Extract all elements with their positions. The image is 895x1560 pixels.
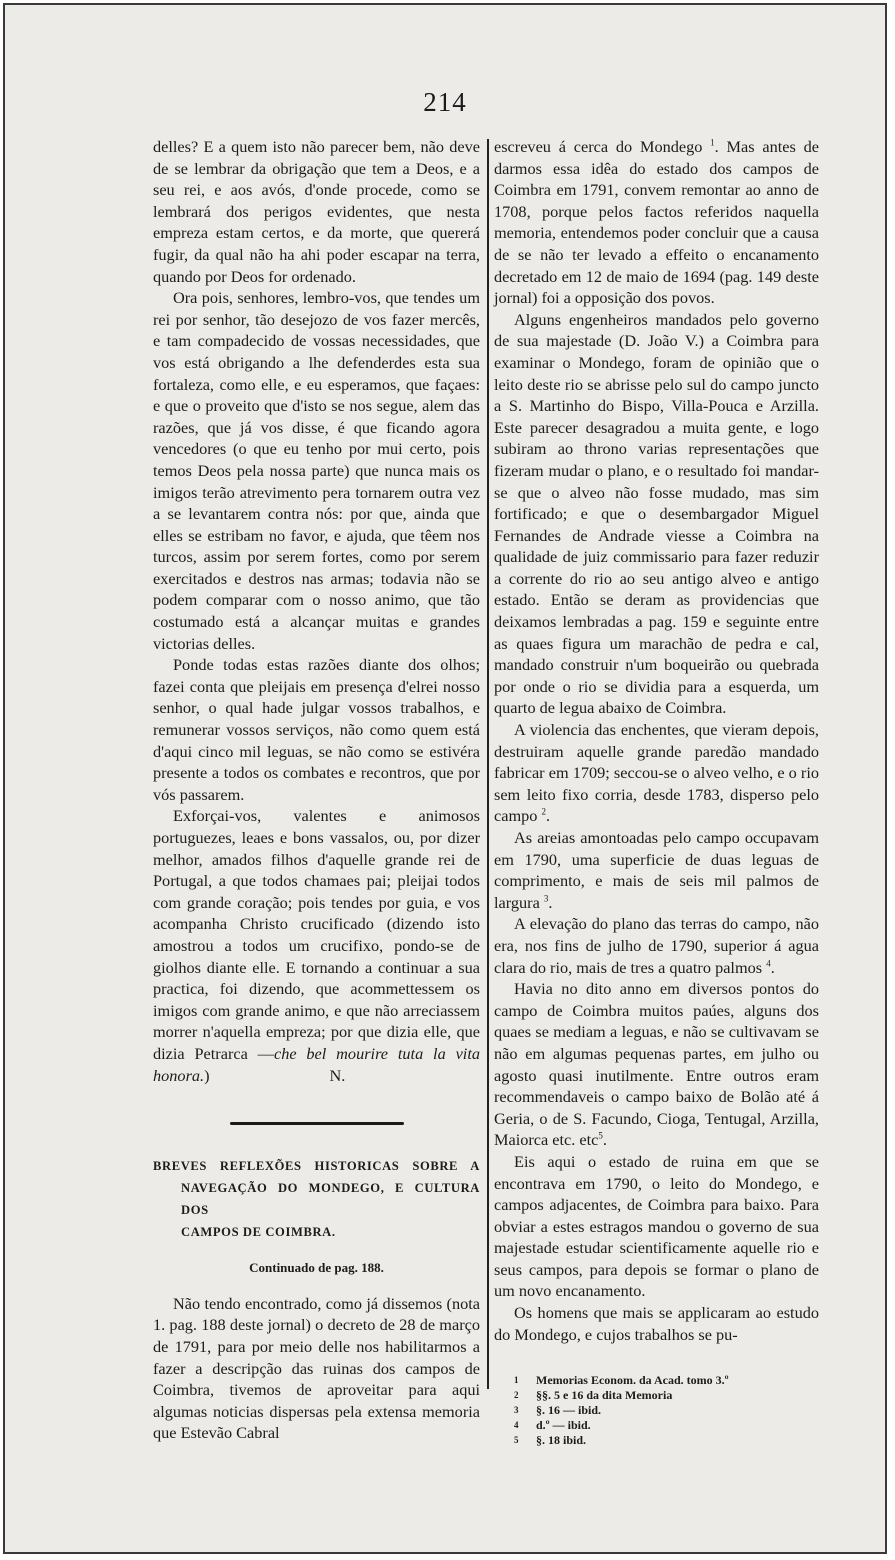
page-number: 214 [423,87,467,117]
paragraph-text: As areias amontoadas pelo campo occupavam em 1790, uma superficie de duas leguas de comprimento, e mais de seis mil palmos de largura [494,828,819,912]
paragraph [153,805,480,1086]
paragraph: Ponde todas estas razões diante dos olhos; fazei conta que pleijais em presença d'elrei nosso senhor, o qual hade julgar vossos trabalhos, e remunerar vossos serviços, não como quem está d'aqui cinco mil leguas, se não como se estivéra presente a todos os combates e recontros, que por vós passarem. [153,655,480,804]
paragraph-text: . Mas antes de darmos essa idêa do estado dos campos de Coimbra em 1791, convem remontar ao anno de 1708, porque pelos factos referidos naquella memoria, entendemos poder concluir que a causa de se não ter levado a effeito o encanamento decretado em 12 de maio de 1694 (pag. 149 deste jornal) foi a opposição dos povos. [494,137,819,308]
paragraph: Alguns engenheiros mandados pelo governo de sua majestade (D. João V.) a Coimbra para examinar o Mondego, foram de opinião que o leito deste rio se abrisse pelo sul do campo juncto a S. Martinho do Bispo, Villa-Pouca e Arzilla. Este parecer desagradou a muita gente, e logo subiram ao throno varias representações que fizeram mudar o plano, e o resultado foi mandar-se que o alveo não fosse mudado, mas sim fortificado; e que o desembargador Miguel Fernandes de Andrade viesse a Coimbra na qualidade de juiz commissario para fazer reduzir a corrente do rio ao seu antigo alveo e antigo estado. Então se deram as providencias que deixamos lembradas a pag. 159 e seguinte entre as quaes figura um marachão de pedra e cal, mandado construir n'um boqueirão ou quebrada por onde o rio se dividia para a esquerda, um quarto de legua abaixo de Coimbra. [494,309,819,718]
footnote-number: 3 [514,1405,519,1416]
footnote-text: §§. 5 e 16 da dita Memoria [536,1388,673,1403]
footnote-ref: 5 [598,1130,603,1141]
heading-line: NAVEGAÇÃO DO MONDEGO, E CULTURA DOS [181,1181,480,1218]
paragraph-text: Exforçai-vos, valentes e animosos portuguezes, leaes e bons vassalos, ou, por dizer melhor, amados filhos d'aquelle grande rei de Portugal, a que todos chamaes pai; pleijai todos com grande coração; pois tendes por guia, e vos acompanha Christo crucificado (dizendo isto amostrou a todos um crucifixo, pondo-se de giolhos diante elle. E tornando a continuar a sua practica, foi dizendo, que acommettessem os imigos com grande animo, e que não arreciassem morrer n'aquella empreza; por que dizia elle, que dizia Petrarca — [153,806,480,1063]
paragraph: Não tendo encontrado, como já dissemos (nota 1. pag. 188 deste jornal) o decreto de 28 de março de 1791, para por meio delle nos habilitarmos a fazer a descripção das ruinas dos campos de Coimbra, tivemos de aproveitar para aqui algumas noticias dispersas pela extensa memoria que Estevão Cabral [153,1293,480,1443]
page-sheet [3,3,887,1554]
paragraph-text: escreveu á cerca do Mondego [494,137,703,156]
paragraph [494,719,819,827]
paragraph [494,827,819,913]
footnote-ref: 1 [710,137,715,148]
continued-note: Continuado de pag. 188. [249,1260,384,1276]
footnote-ref: 2 [541,806,546,817]
paragraph-text: Havia no dito anno em diversos pontos do campo de Coimbra muitos paúes, alguns dos quaes se mediam a leguas, e não se cultivavam se não em algumas pequenas partes, em julho ou agosto quasi inutilmente. Entre outros eram recommendaveis o campo baixo de Bolão até á Geria, o de S. Facundo, Cioga, Tentugal, Arzilla, Maiorca etc. etc [494,979,819,1150]
paragraph-text: A violencia das enchentes, que vieram depois, destruiram aquelle grande paredão mandado fabricar em 1709; seccou-se o alveo velho, e o rio sem leito fixo corria, desde 1783, disperso pelo campo [494,720,819,826]
italic-quote: che bel mourire tuta la vita honora. [153,1043,480,1085]
footnote [514,1388,819,1403]
footnote-text: §. 18 ibid. [536,1433,587,1448]
footnote-text: d.º — ibid. [536,1418,591,1433]
section-divider [230,1122,404,1125]
paragraph-text: . [548,892,553,912]
footnote-number: 5 [514,1435,519,1446]
paragraph: delles? E a quem isto não parecer bem, não deve de se lembrar da obrigação que tem a Deos, e a seu rei, e aos avós, d'onde procede, como se lembrará dos perigos evidentes, que nesta empreza estam certos, e da morte, que quererá fugir, da qual não ha ahi poder escapar na terra, quando por Deos for ordenado. [153,137,480,286]
footnote-text: Memorias Econom. da Acad. tomo 3.º [536,1373,729,1388]
paragraph-text: . [770,957,775,977]
quote-close: ) [204,1065,210,1085]
footnote-text: §. 16 — ibid. [536,1403,602,1418]
footnote-number: 2 [514,1390,519,1401]
paragraph: Os homens que mais se applicaram ao estudo do Mondego, e cujos trabalhos se pu- [494,1303,819,1344]
paragraph-text: . [545,806,551,826]
footnotes [494,1373,819,1448]
signature: N. [329,1065,346,1085]
right-column [494,136,819,1448]
footnote-number: 1 [514,1375,519,1386]
footnote [514,1373,819,1388]
heading-line: BREVES REFLEXÕES HISTORICAS SOBRE A [153,1159,480,1174]
paragraph-text: A elevação do plano das terras do campo, não era, nos fins de julho de 1790, superior á agua clara do rio, mais de tres a quatro palmos [494,914,819,977]
paragraph: Ora pois, senhores, lembro-vos, que tendes um rei por senhor, tão desejozo de vos fazer mercês, e tam compadecido de vossas necessidades, que vos está obrigando a lhe defenderdes esta sua fortaleza, como elle, e eu esperamos, que façaes: e que o proveito que d'isto se nos segue, alem das razões, que já vos disse, é que ficando agora vencedores (o que eu tenho por mui certo, pois temos Deos pela nossa parte) que nunca mais os imigos terão atrevimento pera tornarem outra vez a se levantarem contra nós: por que, ainda que elles se estribam no favor, e ajuda, que têem nos turcos, assim por serem fortes, como por serem exercitados e destros nas armas; todavia não se podem comparar com o nosso animo, que tão costumado está a alcançar muitas e grandes victorias delles. [153,288,480,653]
paragraph [494,913,819,978]
paragraph [494,978,819,1151]
paragraph [494,136,819,309]
column-divider [487,139,489,1389]
paragraph: Eis aqui o estado de ruina em que se encontrava em 1790, o leito do Mondego, e campos adjacentes, de Coimbra para baixo. Para obviar a estes estragos mandou o governo de sua majestade estudar scientificamente aquelle rio e seus campos, para depois se formar o plano de um novo encanamento. [494,1151,819,1301]
article-heading [153,1155,480,1243]
footnote-ref: 4 [766,958,771,969]
footnote-ref: 3 [543,893,549,904]
footnote [514,1433,819,1448]
footnote-number: 4 [514,1420,519,1431]
left-column [153,136,480,1444]
footnote [514,1418,819,1433]
heading-line: CAMPOS DE COIMBRA. [181,1225,336,1240]
paragraph-text: . [602,1130,607,1150]
footnote [514,1403,819,1418]
